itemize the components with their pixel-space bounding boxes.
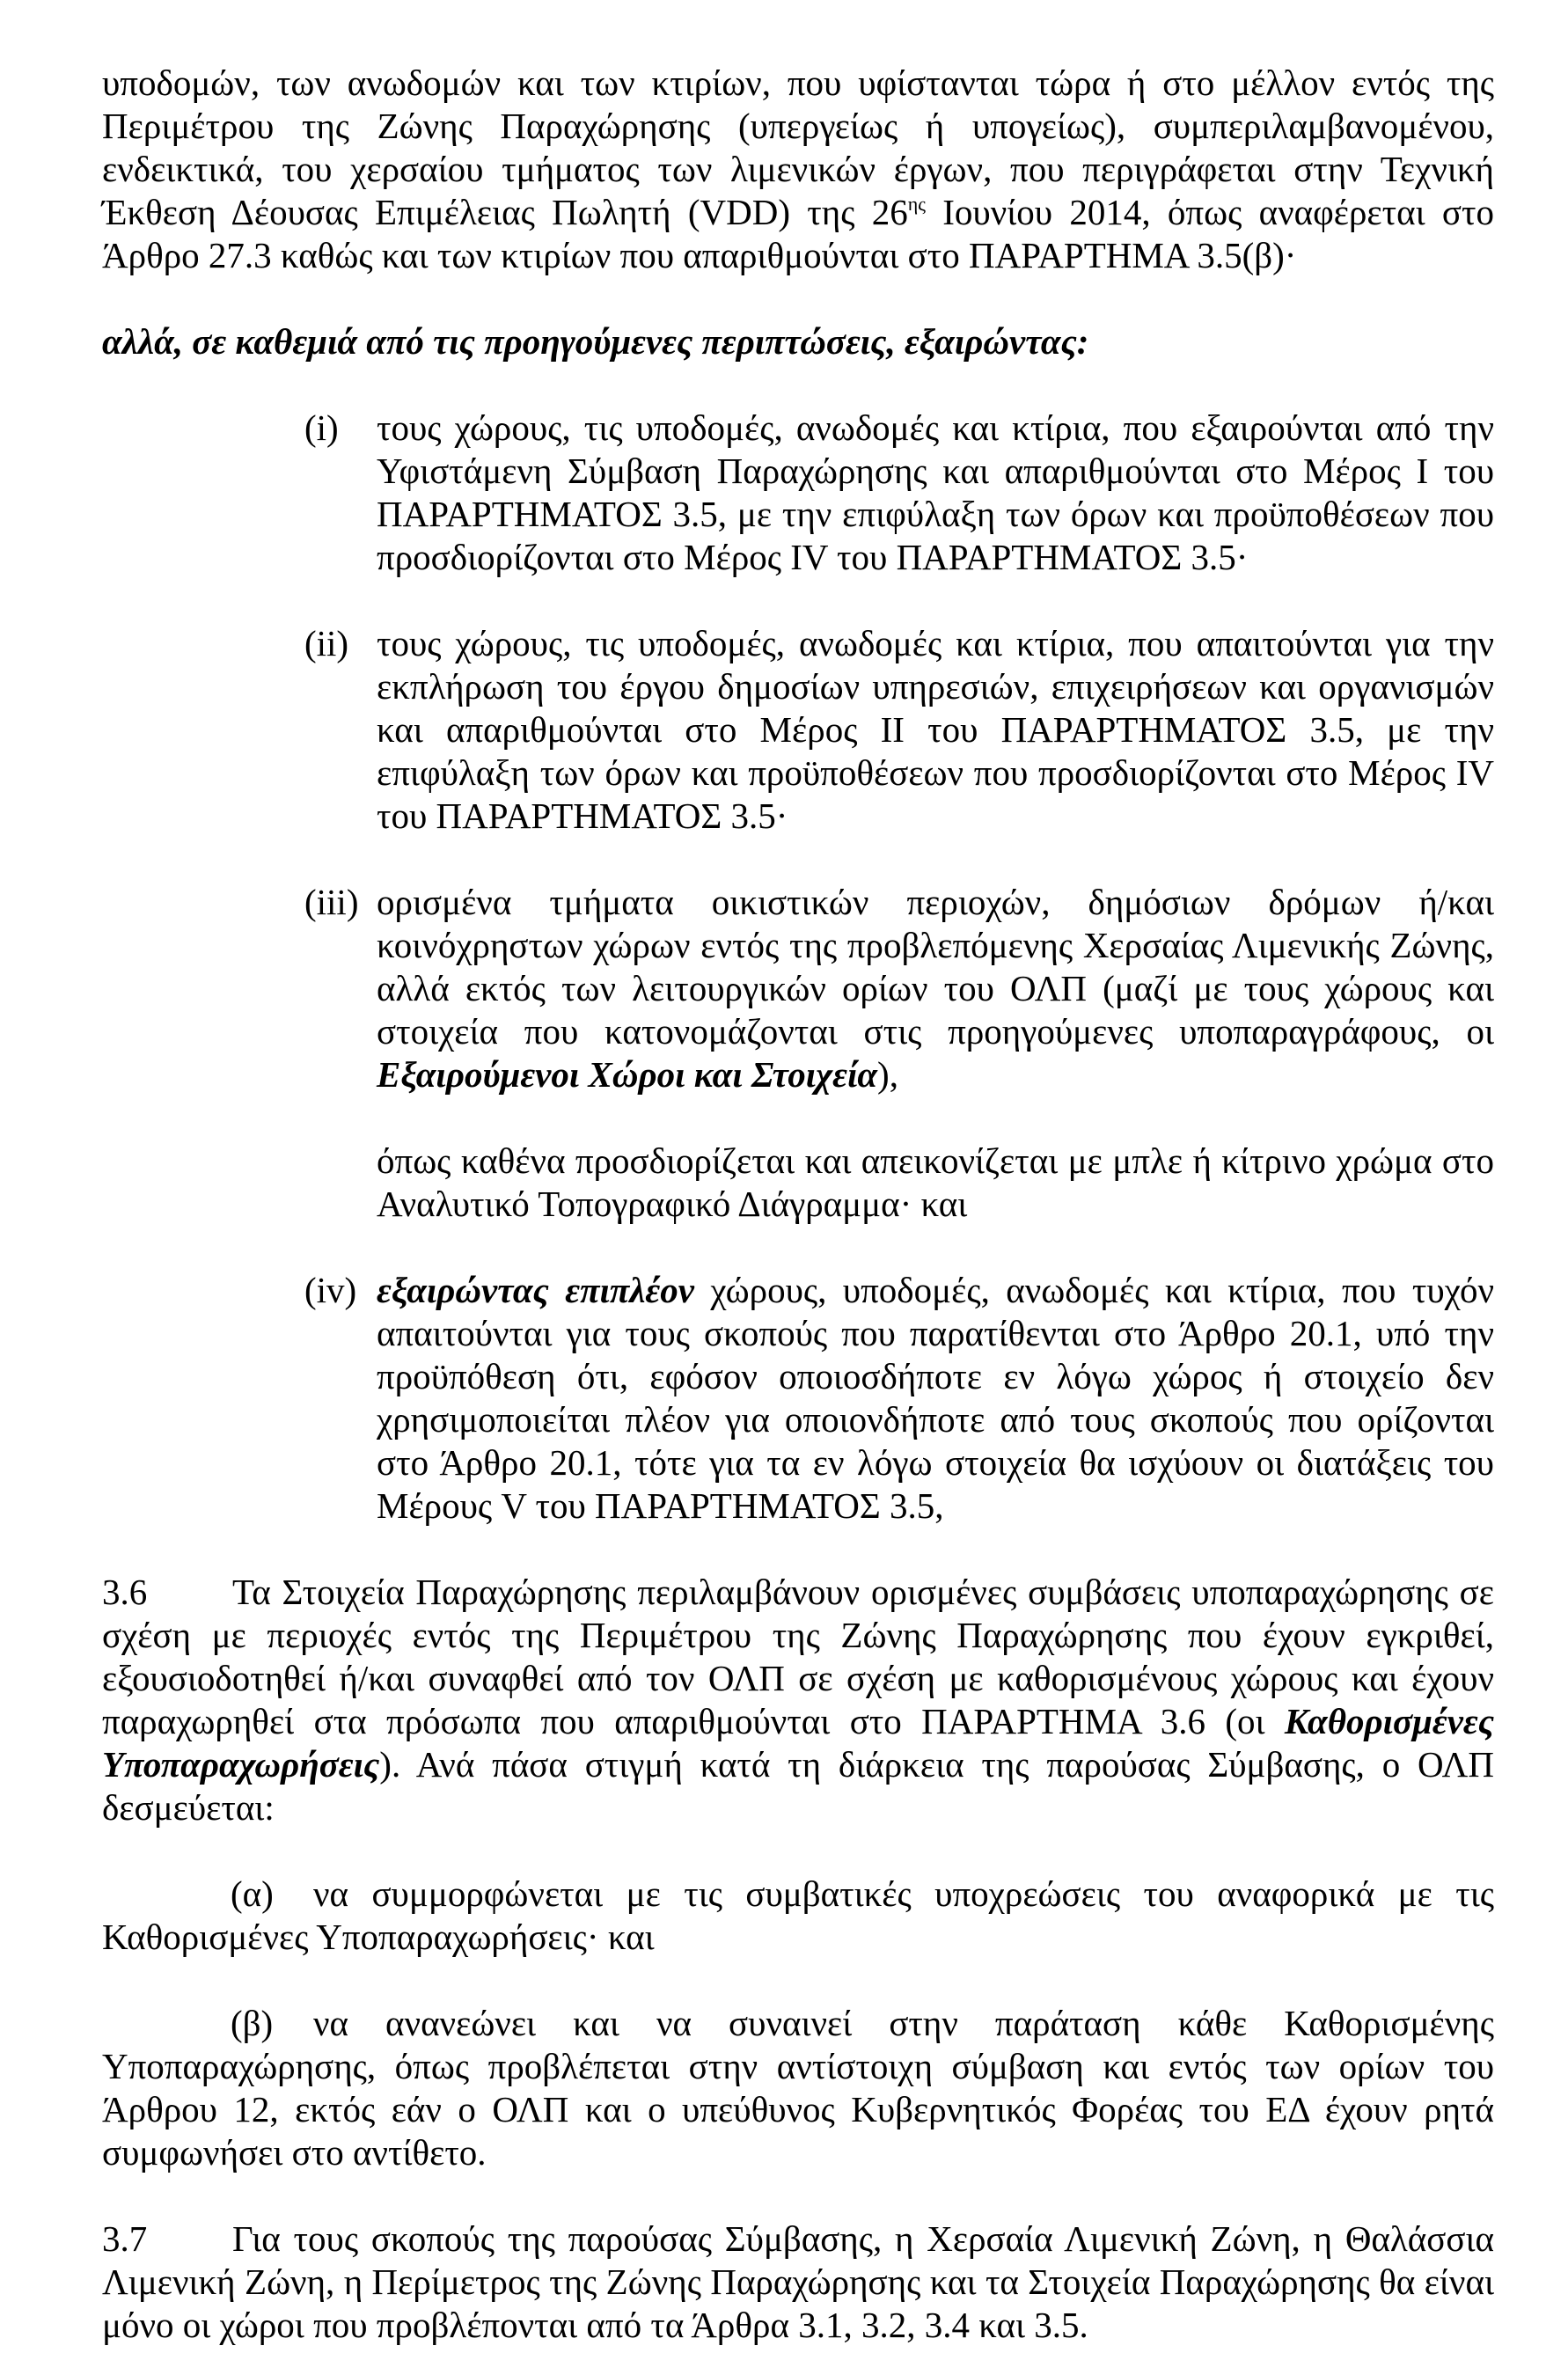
emphasis-text: εξαιρώντας επιπλέον [377,1270,694,1310]
subitem-label: (β) [231,2003,274,2043]
subitem-text: να συμμορφώνεται με τις συμβατικές υποχρεώσεις του αναφορικά με τις Καθορισμένες Υποπαραχωρήσεις· και [102,1873,1494,1957]
item-label: (iv) [304,1270,357,1310]
item-iii-continuation: όπως καθένα προσδιορίζεται και απεικονίζεται με μπλε ή κίτρινο χρώμα στο Αναλυτικό Τοπογραφικό Διάγραμμα· και [377,1140,1494,1224]
subitem-label: (α) [231,1873,274,1914]
item-label: (i) [304,407,339,448]
defined-term: Καθορισμένες Υποπαραχωρήσεις [102,1701,1494,1785]
item-text [377,881,1494,1096]
subitem-alpha [102,1873,1494,1959]
section-3-7 [102,2217,1494,2347]
intro-text-b: Ιουνίου 2014, όπως αναφέρεται στο Άρθρο 27.3 καθώς και των κτιρίων που απαριθμούνται στο ΠΑΡΑΡΤΗΜΑ 3.5(β)· [102,192,1494,275]
item-label: (iii) [304,882,359,922]
section-text-before: Τα Στοιχεία Παραχώρησης περιλαμβάνουν ορισμένες συμβάσεις υποπαραχώρησης σε σχέση με περιοχές εντός της Περιμέτρου της Ζώνης Παραχώρησης που έχουν εγκριθεί, εξουσιοδοτηθεί ή/και συναφθεί από τον ΟΛΠ σε σχέση με καθορισμένους χώρους και έχουν παραχωρηθεί στα πρόσωπα που απαριθμούνται στο ΠΑΡΑΡΤΗΜΑ 3.6 (οι [102,1572,1494,1741]
item-text-before: ορισμένα τμήματα οικιστικών περιοχών, δημόσιων δρόμων ή/και κοινόχρηστων χώρων εντός της προβλεπόμενης Χερσαίας Λιμενικής Ζώνης, αλλά εκτός των λειτουργικών ορίων του ΟΛΠ (μαζί με τους χώρους και στοιχεία που κατονομάζονται στις προηγούμενες υποπαραγράφους, οι [377,882,1494,1052]
list-item-iv [304,1269,1494,1528]
date-superscript: ης [907,193,926,215]
item-text: τους χώρους, τις υποδομές, ανωδομές και κτίρια, που εξαιρούνται από την Υφιστάμενη Σύμβαση Παραχώρησης και απαριθμούνται στο Μέρος I του ΠΑΡΑΡΤΗΜΑΤΟΣ 3.5, με την επιφύλαξη των όρων και προϋποθέσεων που προσδιορίζονται στο Μέρος IV του ΠΑΡΑΡΤΗΜΑΤΟΣ 3.5· [377,407,1494,577]
section-text: Για τους σκοπούς της παρούσας Σύμβασης, η Χερσαία Λιμενική Ζώνη, η Θαλάσσια Λιμενική Ζώνη, η Περίμετρος της Ζώνης Παραχώρησης και τα Στοιχεία Παραχώρησης θα είναι μόνο οι χώροι που προβλέπονται από τα Άρθρα 3.1, 3.2, 3.4 και 3.5. [102,2218,1494,2345]
subitem-beta [102,2002,1494,2174]
intro-text-a: υποδομών, των ανωδομών και των κτιρίων, που υφίστανται τώρα ή στο μέλλον εντός της Περιμέτρου της Ζώνης Παραχώρησης (υπεργείως ή υπογείως), συμπεριλαμβανομένου, ενδεικτικά, του χερσαίου τμήματος των λιμενικών έργων, που περιγράφεται στην Τεχνική Έκθεση Δέουσας Επιμέλειας Πωλητή (VDD) της 26 [102,62,1494,232]
item-text-after: ), [877,1054,898,1095]
list-item-iii [304,881,1494,1096]
document-page [102,62,1494,2347]
section-text-after: ). Ανά πάσα στιγμή κατά τη διάρκεια της παρούσας Σύμβασης, ο ΟΛΠ δεσμεύεται: [102,1744,1494,1828]
list-item-ii [304,622,1494,838]
section-number: 3.6 [102,1572,148,1612]
subitem-text: να ανανεώνει και να συναινεί στην παράταση κάθε Καθορισμένης Υποπαραχώρησης, όπως προβλέπεται στην αντίστοιχη σύμβαση και εντός των ορίων του Άρθρου 12, εκτός εάν ο ΟΛΠ και ο υπεύθυνος Κυβερνητικός Φορέας του ΕΔ έχουν ρητά συμφωνήσει στο αντίθετο. [102,2003,1494,2173]
item-text: τους χώρους, τις υποδομές, ανωδομές και κτίρια, που απαιτούνται για την εκπλήρωση του έργου δημοσίων υπηρεσιών, επιχειρήσεων και οργανισμών και απαριθμούνται στο Μέρος II του ΠΑΡΑΡΤΗΜΑΤΟΣ 3.5, με την επιφύλαξη των όρων και προϋποθέσεων που προσδιορίζονται στο Μέρος IV του ΠΑΡΑΡΤΗΜΑΤΟΣ 3.5· [377,623,1494,836]
list-item-i [304,407,1494,579]
item-body: χώρους, υποδομές, ανωδομές και κτίρια, που τυχόν απαιτούνται για τους σκοπούς που παρατίθενται στο Άρθρο 20.1, υπό την προϋπόθεση ότι, εφόσον οποιοσδήποτε εν λόγω χώρος ή στοιχείο δεν χρησιμοποιείται πλέον για οποιονδήποτε από τους σκοπούς που ορίζονται στο Άρθρο 20.1, τότε για τα εν λόγω στοιχεία θα ισχύουν οι διατάξεις του Μέρους V του ΠΑΡΑΡΤΗΜΑΤΟΣ 3.5, [377,1270,1494,1526]
item-label: (ii) [304,623,349,663]
exception-heading: αλλά, σε καθεμιά από τις προηγούμενες περιπτώσεις, εξαιρώντας: [102,321,1089,362]
defined-term: Εξαιρούμενοι Χώροι και Στοιχεία [377,1054,878,1095]
intro-paragraph [102,62,1494,277]
section-number: 3.7 [102,2218,148,2259]
section-3-6 [102,1571,1494,1829]
item-text [377,1269,1494,1528]
